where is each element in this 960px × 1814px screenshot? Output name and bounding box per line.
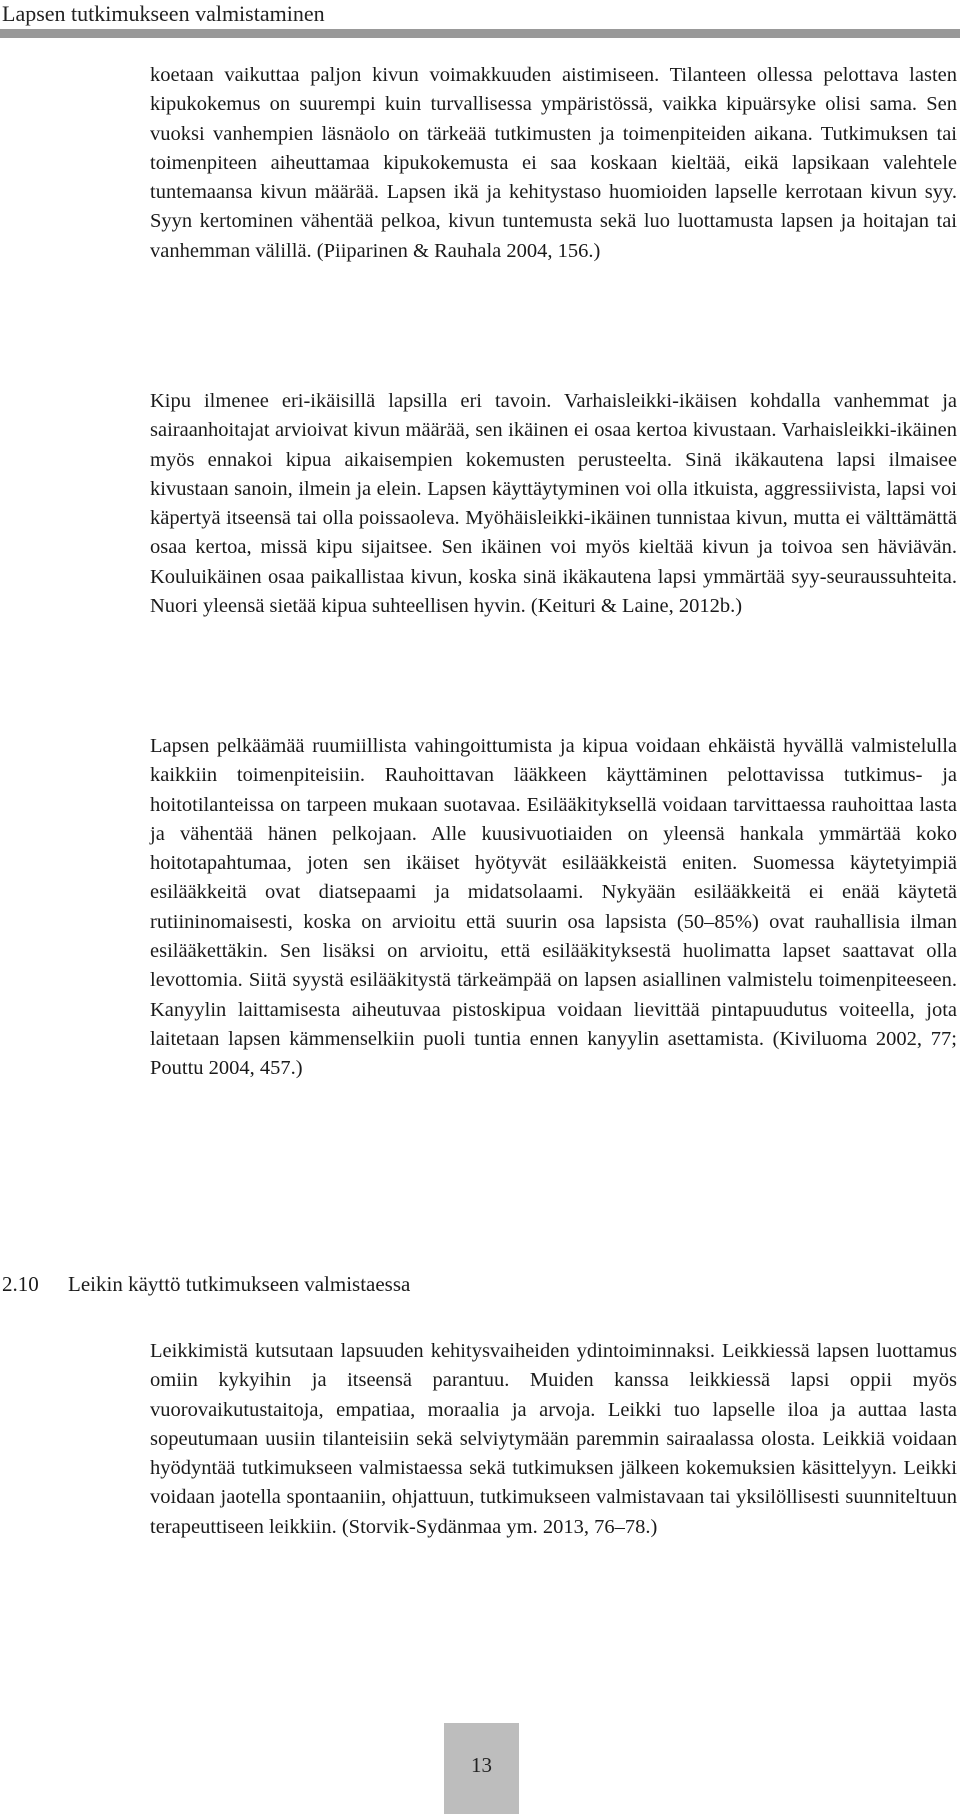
paragraph-pain-fear: koetaan vaikuttaa paljon kivun voimakkuuden aistimiseen. Tilanteen ollessa pelottava lasten kipukokemus on suurempi kuin turvallisessa ympäristössä, vaikka kipuärsyke olisi sama. Sen vuoksi vanhempien läsnäolo on tärkeää tutkimusten ja toimenpiteiden aikana. Tutkimuksen tai toimenpiteen aiheuttamaa kipukokemusta ei saa koskaan kieltää, eikä lapsikaan valehtele tuntemaansa kivun määrää. Lapsen ikä ja kehitystaso huomioiden lapselle kerrotaan kivun syy. Syyn kertominen vähentää pelkoa, kivun tuntemusta sekä luo luottamusta lapsen ja hoitajan tai vanhemman välillä. (Piiparinen & Rauhala 2004, 156.)	[150, 64, 957, 262]
section-number: 2.10	[2, 1272, 39, 1296]
running-header: Lapsen tutkimukseen valmistaminen	[2, 1, 325, 26]
paragraph-play: Leikkimistä kutsutaan lapsuuden kehitysvaiheiden ydintoiminnaksi. Leikkiessä lapsen luottamus omiin kykyihin ja itseensä parantuu. Muiden kanssa leikkiessä lapsi oppii myös vuorovaikutustaitoja, empatiaa, moraalia ja arvoja. Leikki tuo lapselle iloa ja auttaa lasta sopeutumaan uusiin tilanteisiin sekä selviytymään paremmin sairaalassa olosta. Leikkiä voidaan hyödyntää tutkimukseen valmistaessa sekä tutkimuksen jälkeen kokemuksien käsittelyyn. Leikki voidaan jaotella spontaaniin, ohjattuun, tutkimukseen valmistavaan tai yksilöllisesti suunniteltuun terapeuttiseen leikkiin. (Storvik-Sydänmaa ym. 2013, 76–78.)	[150, 1340, 957, 1538]
section-heading	[2, 1270, 410, 1298]
page-number: 13	[471, 1753, 492, 1777]
paragraph-pain-by-age: Kipu ilmenee eri-ikäisillä lapsilla eri tavoin. Varhaisleikki-ikäisen kohdalla vanhemmat ja sairaanhoitajat arvioivat kivun määrää, sen ikäinen ei osaa kertoa kivustaan. Varhaisleikki-ikäinen myös ennakoi kipua aikaisempien kokemusten perusteelta. Sinä ikäkautena lapsi ilmaisee kivustaan sanoin, ilmein ja elein. Lapsen käyttäytyminen voi olla itkuista, aggressiivista, lapsi voi käpertyä itseensä tai olla poissaoleva. Myöhäisleikki-ikäinen tunnistaa kivun, mutta ei välttämättä osaa kertoa, missä kipu sijaitsee. Sen ikäinen voi myös kieltää kivun ja toivoa sen häviävän. Kouluikäinen osaa paikallistaa kivun, koska sinä ikäkautena lapsi ymmärtää syy-seuraussuhteita. Nuori yleensä sietää kipua suhteellisen hyvin. (Keituri & Laine, 2012b.)	[150, 390, 957, 618]
page-number-box	[444, 1723, 519, 1814]
paragraph-premedication: Lapsen pelkäämää ruumiillista vahingoittumista ja kipua voidaan ehkäistä hyvällä valmistelulla kaikkiin toimenpiteisiin. Rauhoittavan lääkkeen käyttäminen pelottavissa tutkimus- ja hoitotilanteissa on tarpeen mukaan suotavaa. Esilääkityksellä voidaan tarvittaessa rauhoittaa lasta ja vähentää hänen pelkojaan. Alle kuusivuotiaiden on yleensä hankala ymmärtää koko hoitotapahtumaa, joten sen ikäiset hyötyvät esilääkkeistä eniten. Suomessa käytetyimpiä esilääkkeitä ovat diatsepaami ja midatsolaami. Nykyään esilääkkeitä ei enää käytetä rutiininomaisesti, koska on arvioitu että suurin osa lapsista (50–85%) ovat rauhallisia ilman esilääkettäkin. Sen lisäksi on arvioitu, että esilääkityksestä huolimatta lapset saattavat olla levottomia. Siitä syystä esilääkitystä tärkeämpää on lapsen asiallinen valmistelu toimenpiteeseen. Kanyylin laittamisesta aiheutuvaa pistoskipua voidaan lievittää pintapuudutus voiteella, jota laitetaan lapsen kämmenselkiin puoli tuntia ennen kanyylin asettamista. (Kiviluoma 2002, 77; Pouttu 2004, 457.)	[150, 735, 957, 1080]
header-rule	[0, 29, 960, 38]
section-title: Leikin käyttö tutkimukseen valmistaessa	[68, 1272, 411, 1296]
